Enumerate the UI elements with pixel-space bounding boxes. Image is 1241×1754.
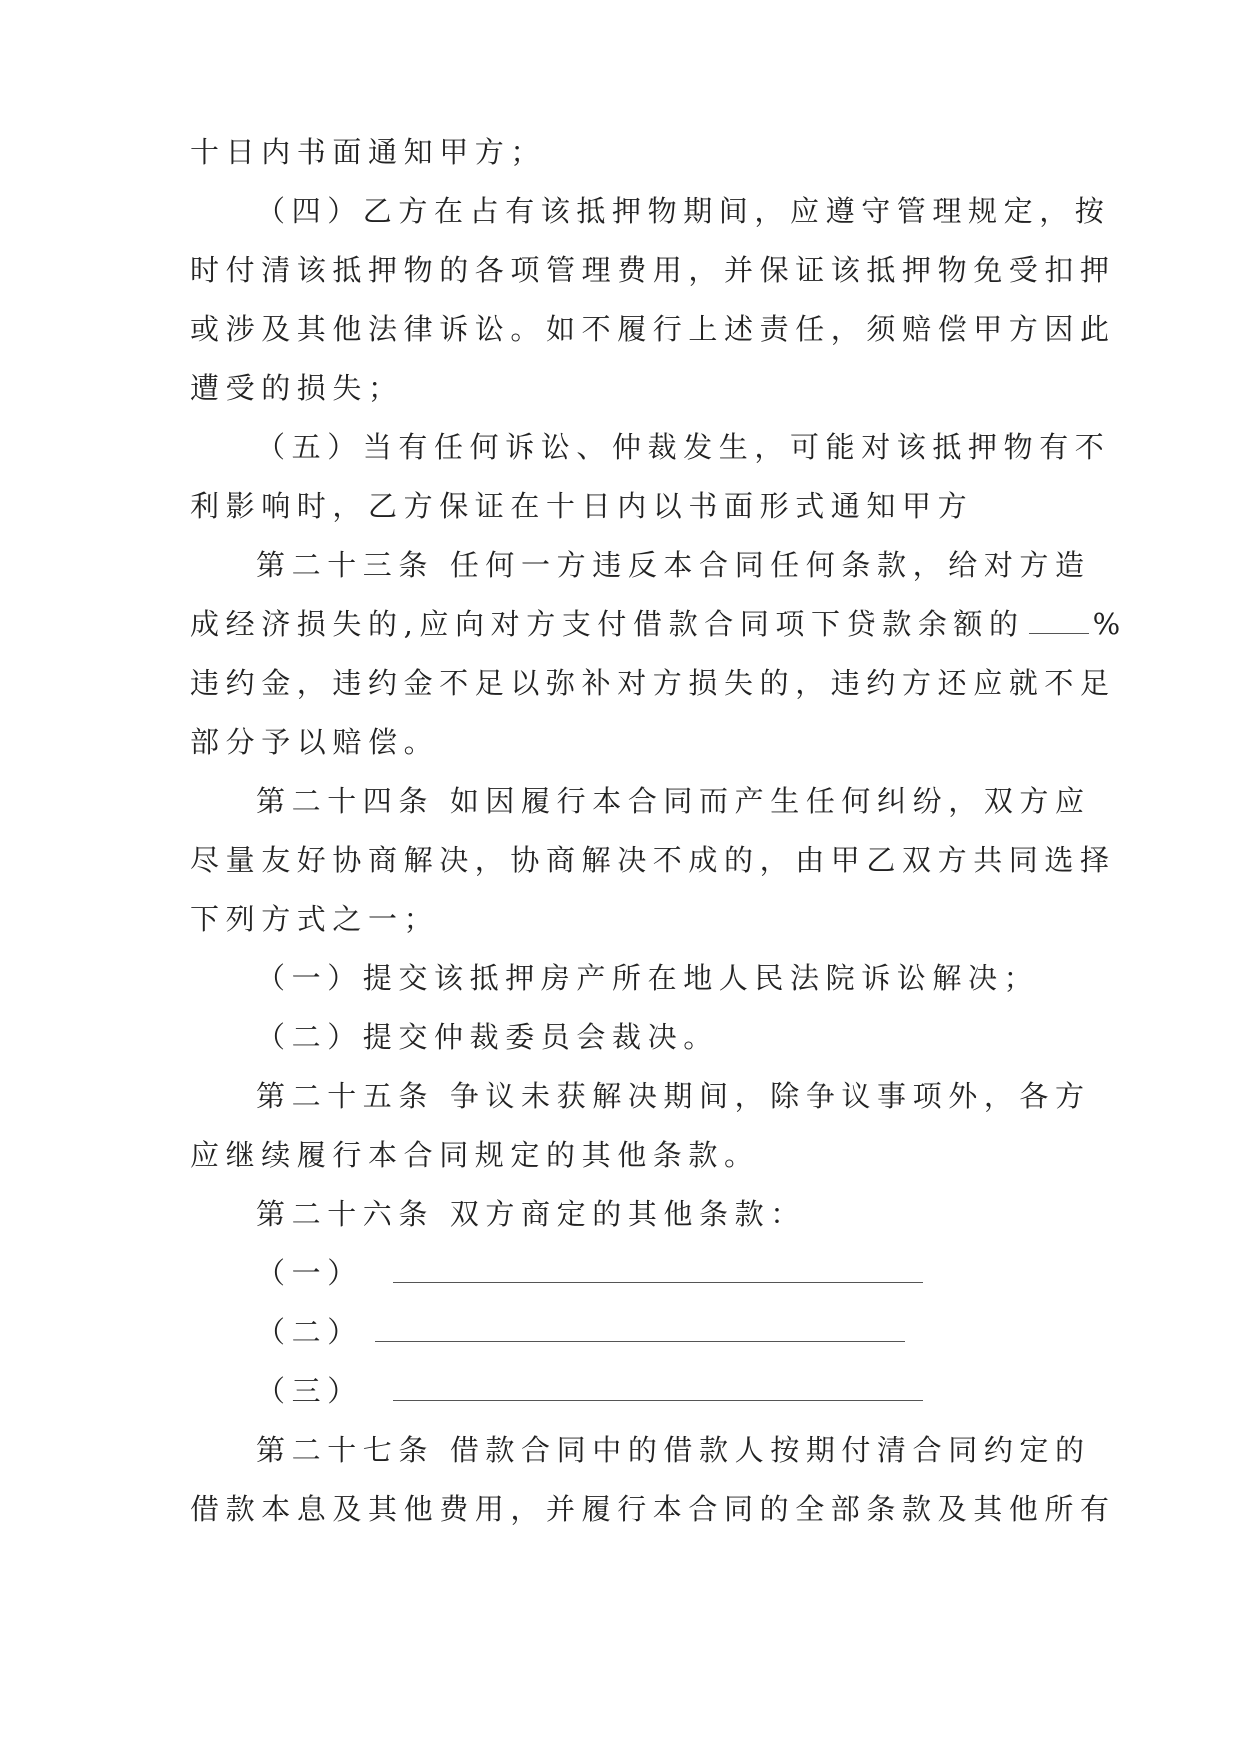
other-term-3-blank[interactable] [393, 1378, 923, 1401]
text-line: 应继续履行本合同规定的其他条款。 [190, 1138, 760, 1172]
text-line: 利影响时，乙方保证在十日内以书面形式通知甲方 [190, 489, 974, 523]
text-line: 十日内书面通知甲方； [190, 135, 547, 169]
other-term-3: （三） [190, 1362, 1050, 1421]
text-line: 时付清该抵押物的各项管理费用，并保证该抵押物免受扣押 [190, 253, 1116, 287]
text-line: 遭受的损失； [190, 371, 404, 405]
text-line: 或涉及其他法律诉讼。如不履行上述责任，须赔偿甲方因此 [190, 312, 1116, 346]
text-line: 违约金，违约金不足以弥补对方损失的，违约方还应就不足 [190, 666, 1116, 700]
penalty-percent-blank[interactable] [1029, 611, 1089, 634]
text-line: 部分予以赔偿。 [190, 725, 440, 759]
text-line: 借款本息及其他费用，并履行本合同的全部条款及其他所有 [190, 1492, 1116, 1526]
article-25: 第二十五条 争议未获解决期间，除争议事项外，各方 [256, 1079, 1091, 1113]
clause-4: （四）乙方在占有该抵押物期间，应遵守管理规定，按 [256, 194, 1111, 228]
article-26: 第二十六条 双方商定的其他条款： [256, 1197, 806, 1231]
other-term-1: （一） [190, 1244, 1050, 1303]
text-line: 成经济损失的,应向对方支付借款合同项下贷款余额的 % [190, 607, 1127, 641]
other-term-2-blank[interactable] [375, 1319, 905, 1342]
other-term-2: （二） [190, 1303, 1050, 1362]
option-1: （一）提交该抵押房产所在地人民法院诉讼解决； [256, 961, 1040, 995]
other-term-1-blank[interactable] [393, 1260, 923, 1283]
contract-text [190, 123, 1127, 1539]
option-2: （二）提交仲裁委员会裁决。 [256, 1020, 719, 1054]
article-27: 第二十七条 借款合同中的借款人按期付清合同约定的 [256, 1433, 1091, 1467]
article-23: 第二十三条 任何一方违反本合同任何条款，给对方造 [256, 548, 1091, 582]
percent-sign: % [1092, 607, 1127, 641]
clause-5: （五）当有任何诉讼、仲裁发生，可能对该抵押物有不 [256, 430, 1111, 464]
text-line: 尽量友好协商解决，协商解决不成的，由甲乙双方共同选择 [190, 843, 1116, 877]
text-line: 下列方式之一； [190, 902, 440, 936]
article-24: 第二十四条 如因履行本合同而产生任何纠纷，双方应 [256, 784, 1091, 818]
